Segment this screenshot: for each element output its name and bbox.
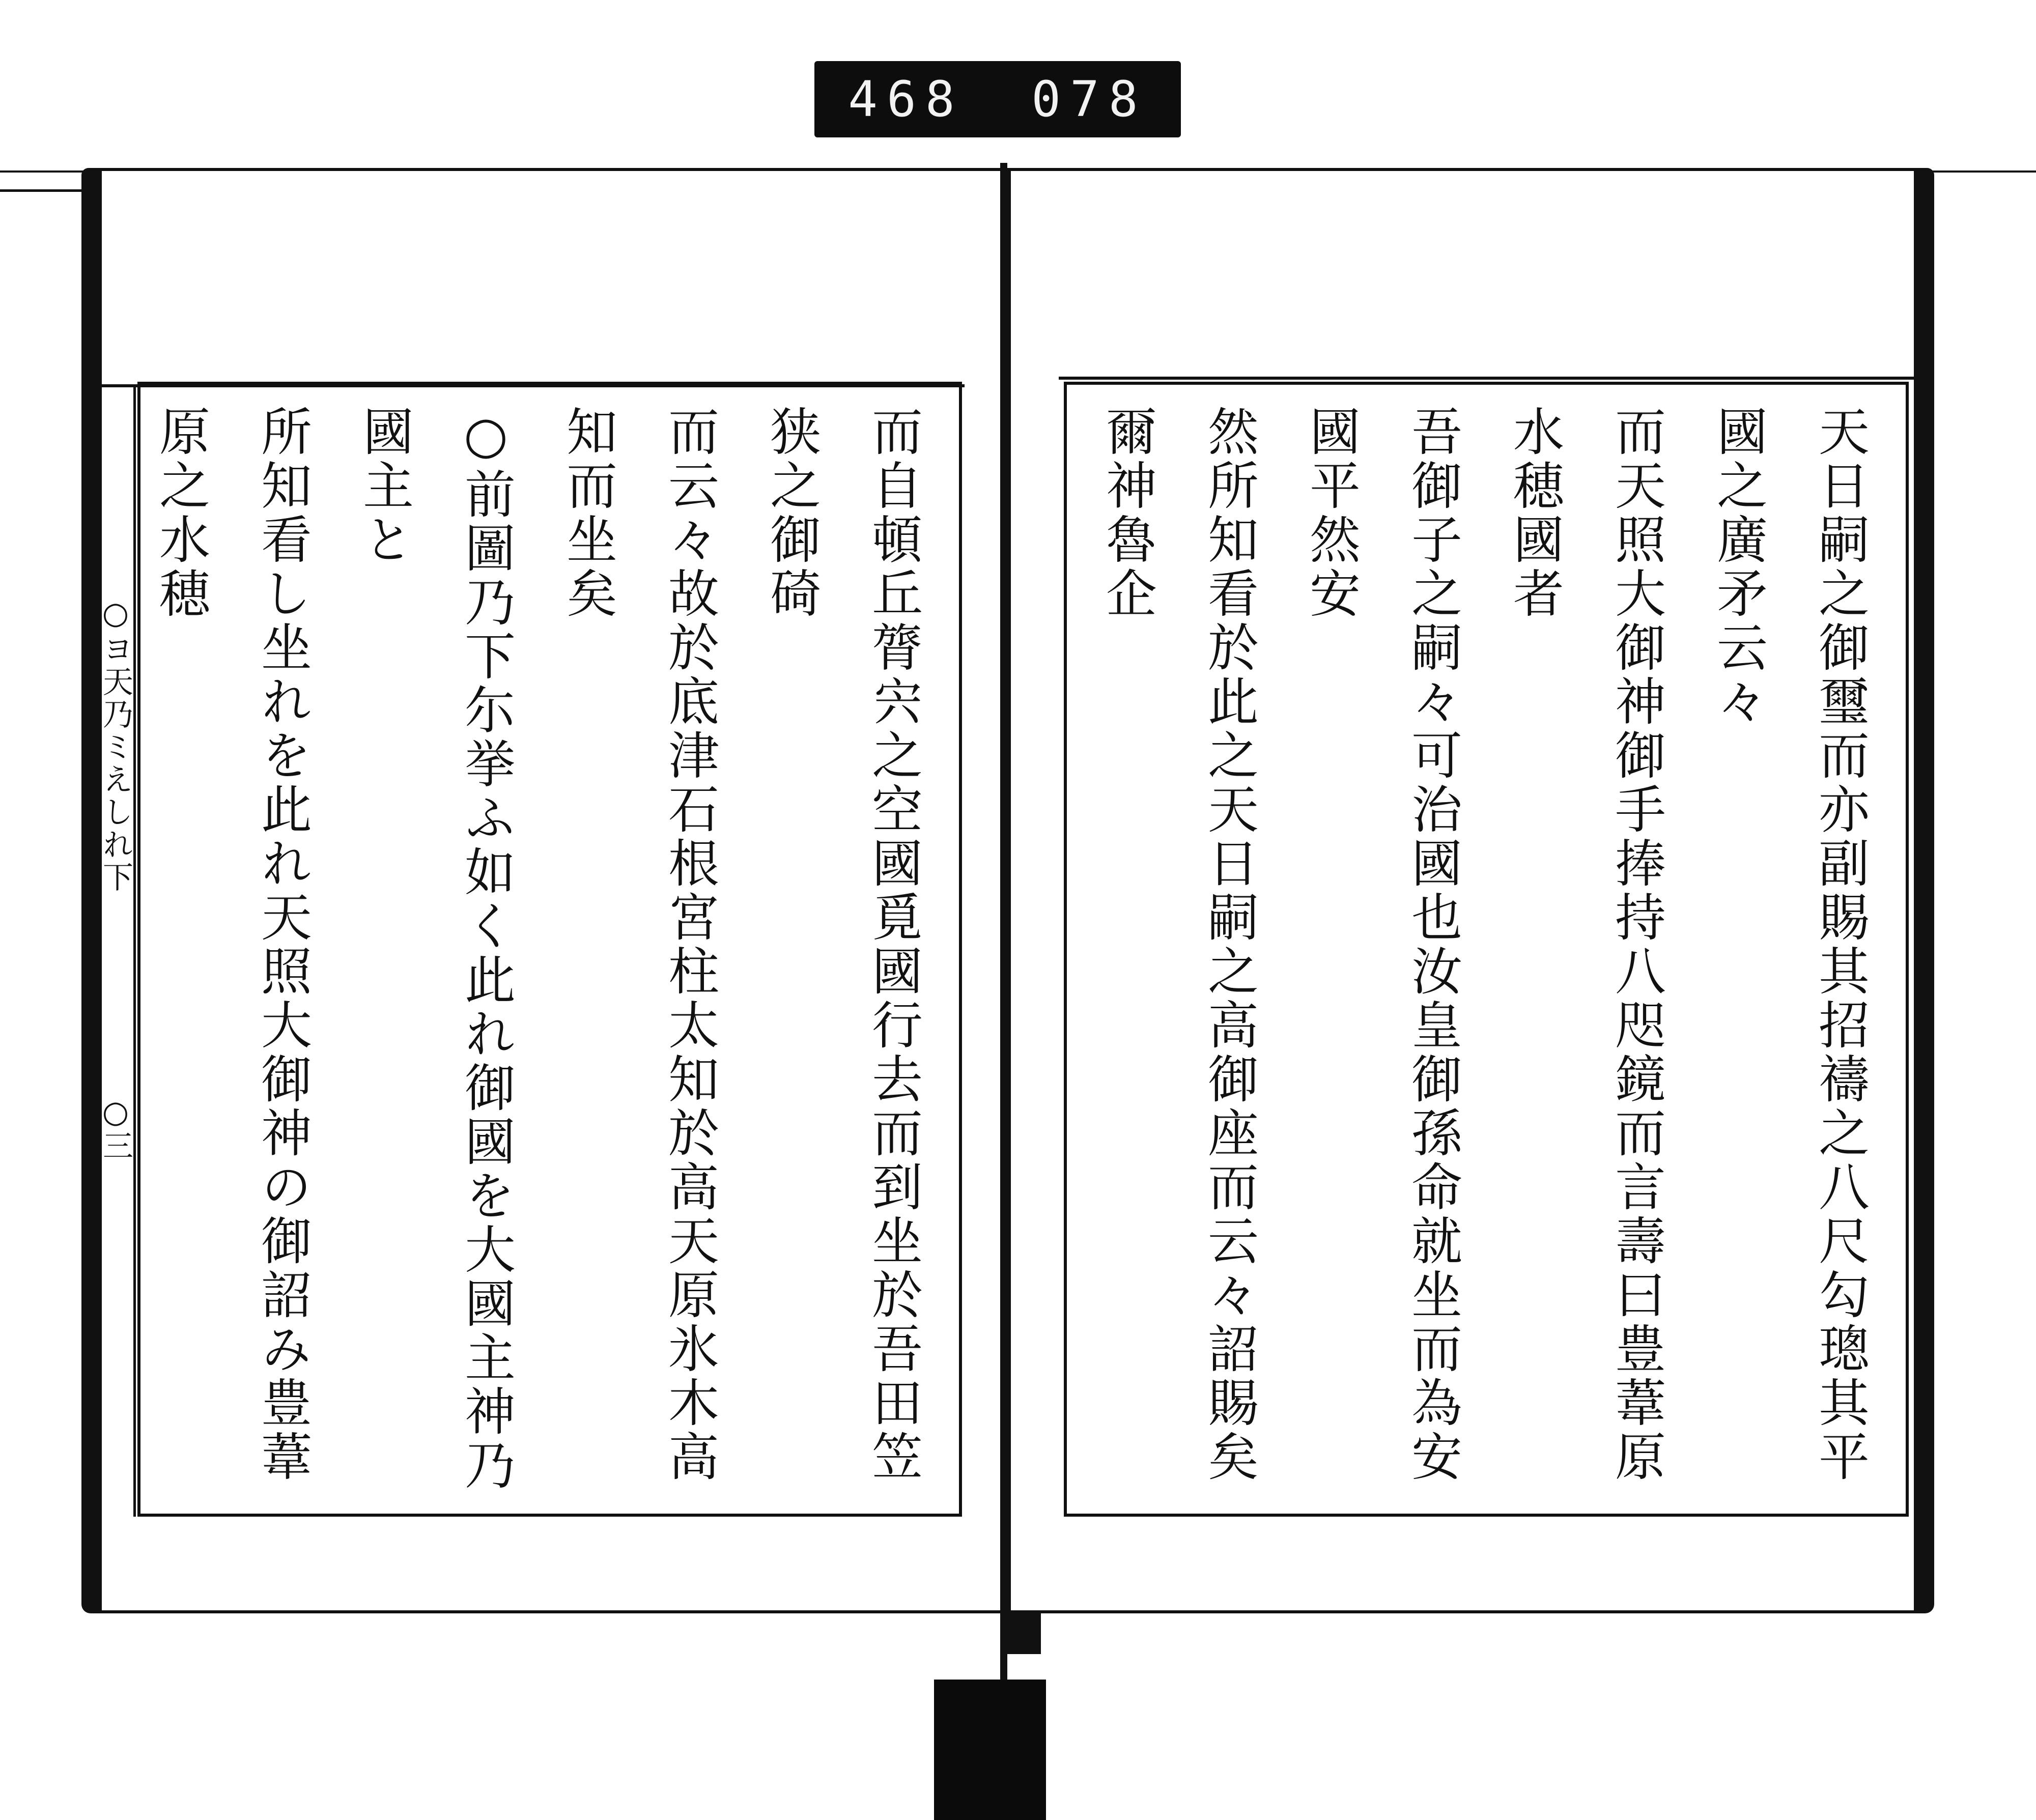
right-page-top-rule	[1059, 377, 1914, 380]
text-column: 而天照大御神御手捧持八咫鏡而言壽曰豊葦原水穂國者	[1505, 405, 1666, 1484]
text-column	[1064, 405, 1076, 1493]
page-number: ○三	[98, 1094, 133, 1160]
text-column: ○前圖乃下尓挙ふ如く此れ御國を大國主神乃國主と	[354, 405, 516, 1493]
frame-number-label	[814, 61, 1181, 137]
spine-block	[934, 1680, 1046, 1820]
text-column: 然所知看於此之天日嗣之高御座而云々詔賜矣爾神魯企	[1097, 405, 1259, 1484]
text-column: 而云々故於底津石根宮柱太知於高天原氷木高知而坐矣	[558, 405, 719, 1484]
reel-number: 468	[848, 71, 964, 128]
text-column: 天日嗣之御璽而亦副賜其招禱之八尺勾璁其平國之廣矛云々	[1708, 405, 1870, 1484]
text-column: 而自頓丘膂宍之空國覓國行去而到坐於吾田笠狭之御碕	[761, 405, 923, 1484]
right-text-panel	[1064, 382, 1909, 1517]
scan-edge-line-left	[0, 189, 87, 192]
margin-title: ○ヨ天乃ミえしれ下	[98, 595, 133, 894]
text-column: 吾御子之嗣々可治國也汝皇御孫命就坐而為安國平然安	[1301, 405, 1462, 1484]
left-text-panel	[137, 382, 962, 1517]
text-column: 所知看し坐れを此れ天照大御神の御詔み豊葦原之水穂	[151, 405, 312, 1484]
frame-number: 078	[1031, 71, 1147, 128]
